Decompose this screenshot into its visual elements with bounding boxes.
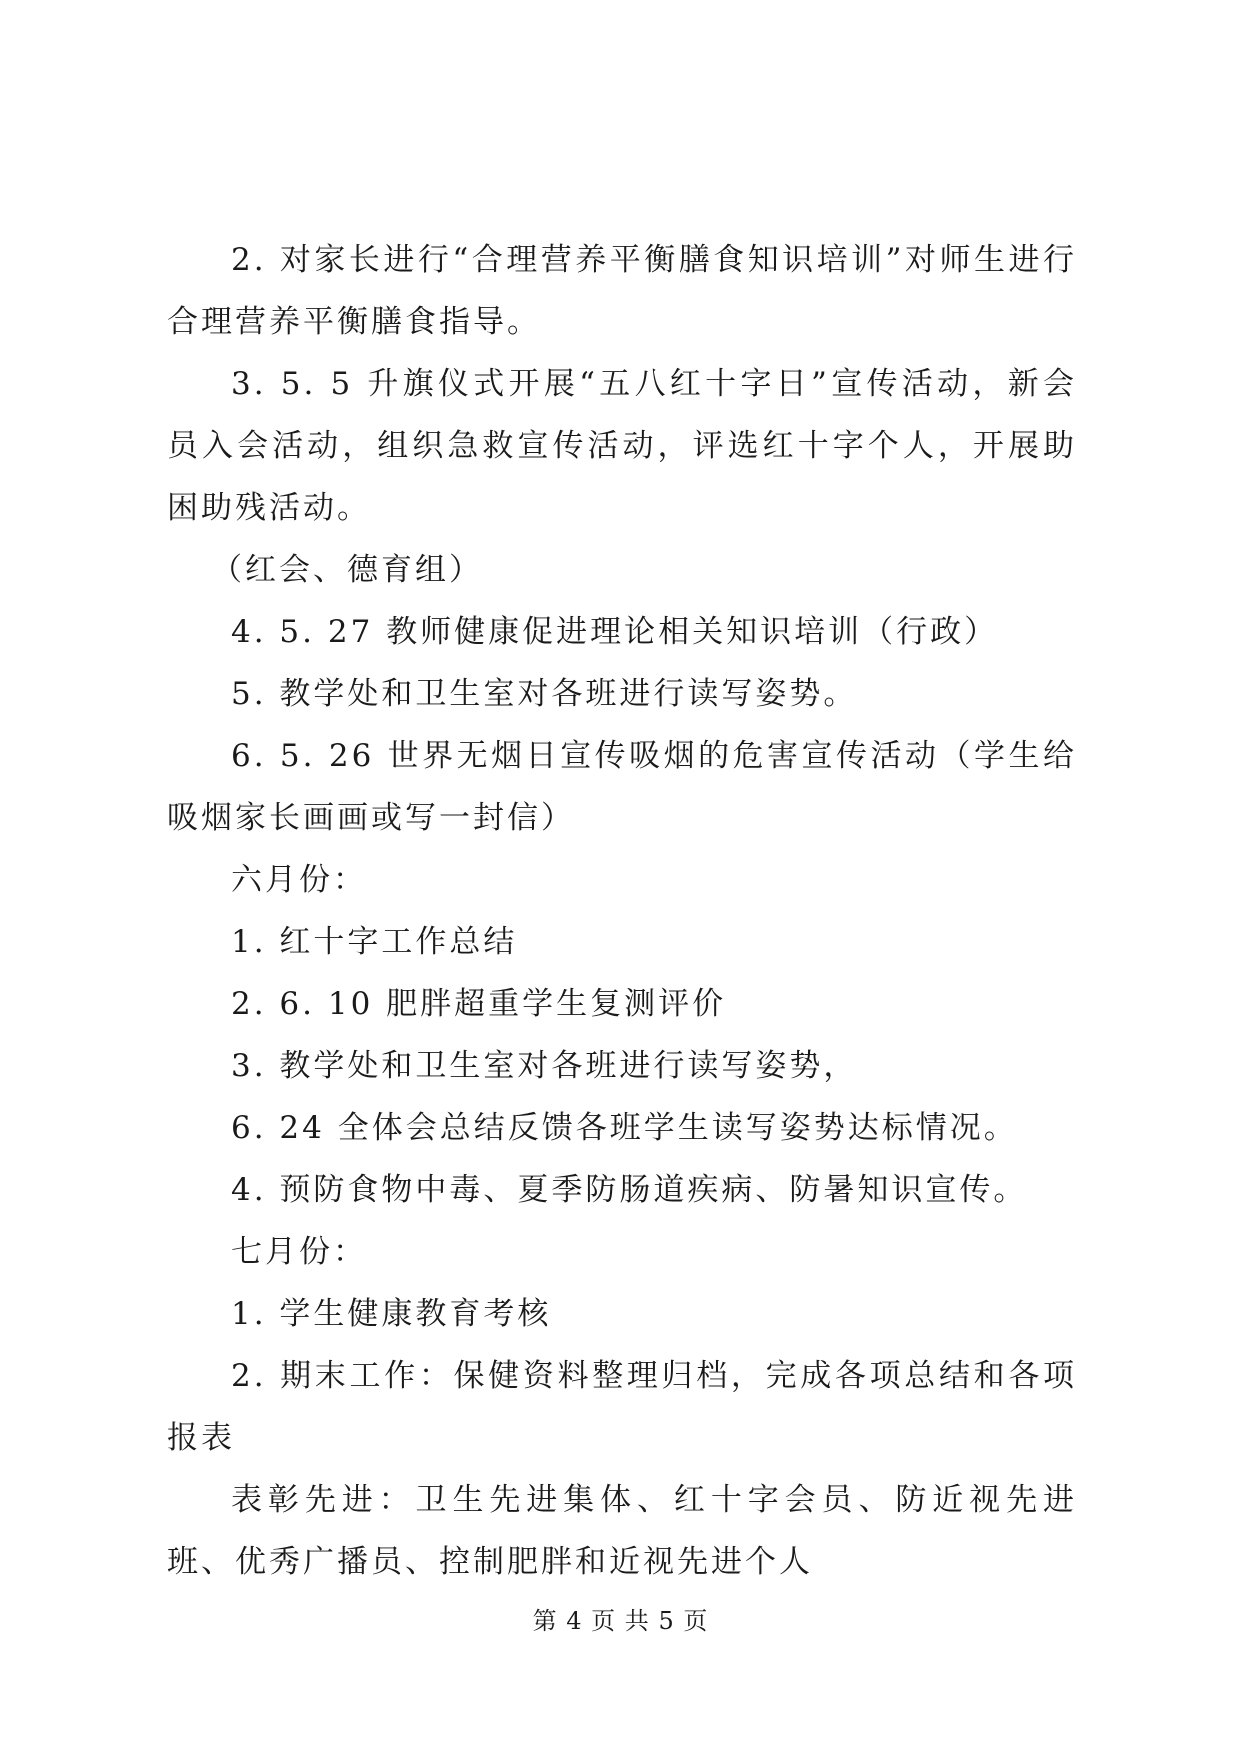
- paragraph-no-tobacco-day: 6. 5. 26 世界无烟日宣传吸烟的危害宣传活动（学生给吸烟家长画画或写一封信）: [167, 738, 1077, 836]
- heading-june: 六月份：: [231, 862, 367, 898]
- paragraph-red-cross-summary: 1. 红十字工作总结: [231, 924, 518, 960]
- paragraph-obesity-retest: 2. 6. 10 肥胖超重学生复测评价: [231, 986, 727, 1022]
- paragraph-teacher-training: 4. 5. 27 教师健康促进理论相关知识培训（行政）: [231, 614, 999, 650]
- paragraph-posture-check-may: 5. 教学处和卫生室对各班进行读写姿势。: [231, 676, 858, 712]
- document-body: [167, 229, 1077, 1593]
- paragraph-food-safety: 4. 预防食物中毒、夏季防肠道疾病、防暑知识宣传。: [231, 1172, 1028, 1208]
- paragraph-posture-check-june: 3. 教学处和卫生室对各班进行读写姿势，: [231, 1048, 858, 1084]
- heading-july: 七月份：: [231, 1234, 367, 1270]
- paragraph-responsible-groups: （红会、德育组）: [211, 552, 483, 588]
- paragraph-term-end-work: 2. 期末工作：保健资料整理归档，完成各项总结和各项报表: [167, 1358, 1077, 1456]
- paragraph-nutrition-training: 2. 对家长进行“合理营养平衡膳食知识培训”对师生进行合理营养平衡膳食指导。: [167, 242, 1077, 340]
- paragraph-commendations: 表彰先进：卫生先进集体、红十字会员、防近视先进班、优秀广播员、控制肥胖和近视先进个人: [167, 1482, 1077, 1580]
- page-number-footer: 第 4 页 共 5 页: [532, 1607, 709, 1635]
- paragraph-health-exam: 1. 学生健康教育考核: [231, 1296, 552, 1332]
- paragraph-red-cross-day: 3. 5. 5 升旗仪式开展“五八红十字日”宣传活动，新会员入会活动，组织急救宣传活动，评选红十字个人，开展助困助残活动。: [167, 366, 1077, 526]
- paragraph-posture-feedback: 6. 24 全体会总结反馈各班学生读写姿势达标情况。: [231, 1110, 1018, 1146]
